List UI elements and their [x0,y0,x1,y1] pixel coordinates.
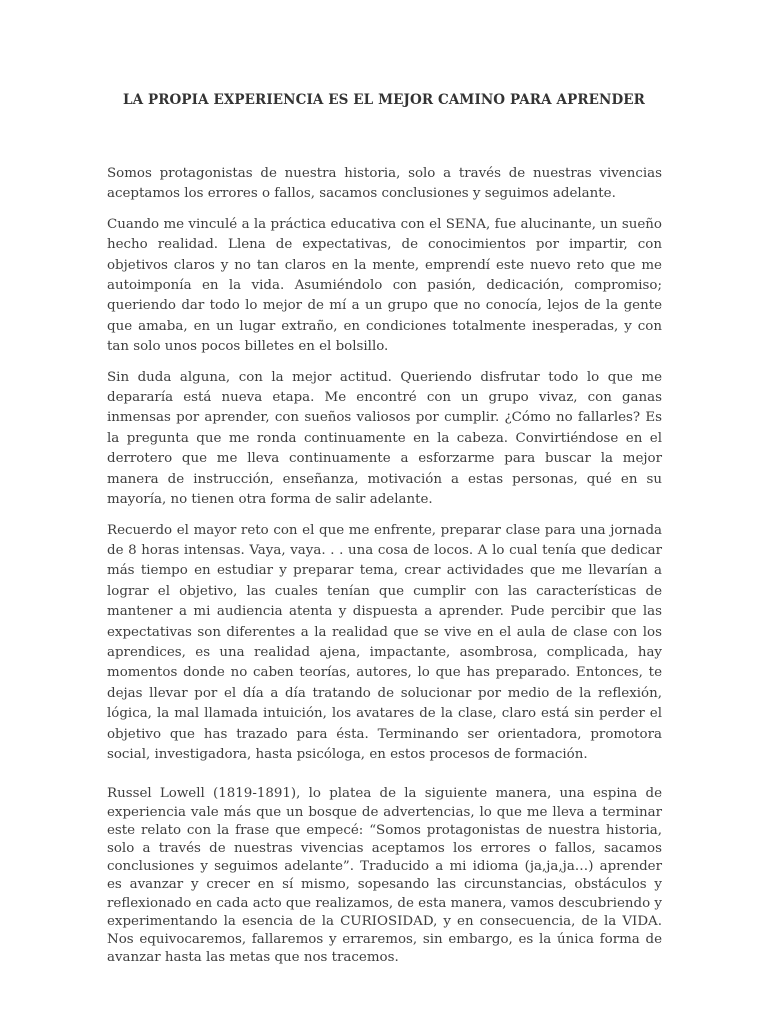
paragraph-intro: Somos protagonistas de nuestra historia, solo a través de nuestras vivencias aceptamos los errores o fallos, sacamos conclusiones y seguimos adelante. [107,166,662,202]
paragraph-conclusion: Russel Lowell (1819-1891), lo platea de la siguiente manera, una espina de experiencia vale más que un bosque de advertencias, lo que me lleva a terminar este relato con la frase que empecé: “Somos protagonistas de nuestra historia, solo a través de nuestras vivencias aceptamos los errores o fallos, sacamos conclusiones y seguimos adelante”. Traducido a mi idioma (ja,ja,ja…) aprender es avanzar y crecer en sí mismo, sopesando las circunstancias, obstáculos y reflexionado en cada acto que realizamos, de esta manera, vamos descubriendo y experimentando la esencia de la CURIOSIDAD, y en consecuencia, de la VIDA. Nos equivocaremos, fallaremos y erraremos, sin embargo, es la única forma de avanzar hasta las metas que nos tracemos. [107,786,662,966]
paragraph-challenge: Recuerdo el mayor reto con el que me enfrente, preparar clase para una jornada de 8 horas intensas. Vaya, vaya. . . una cosa de locos. A lo cual tenía que dedicar más tiempo en estudiar y preparar tema, crear actividades que me llevarían a lograr el objetivo, las cuales tenían que cumplir con las características de mantener a mi audiencia atenta y dispuesta a aprender. Pude percibir que las expectativas son diferentes a la realidad que se vive en el aula de clase con los aprendices, es una realidad ajena, impactante, asombrosa, complicada, hay momentos donde no caben teorías, autores, lo que has preparado. Entonces, te dejas llevar por el día a día tratando de solucionar por medio de la reflexión, lógica, la mal llamada intuición, los avatares de la clase, claro está sin perder el objetivo que has trazado para ésta. Terminando ser orientadora, promotora social, investigadora, hasta psicóloga, en estos procesos de formación. [107,522,662,762]
document-body [107,164,662,967]
paragraph-sena: Cuando me vinculé a la práctica educativa con el SENA, fue alucinante, un sueño hecho realidad. Llena de expectativas, de conocimientos por impartir, con objetivos claros y no tan claros en la mente, emprendí este nuevo reto que me autoimponía en la vida. Asumiéndolo con pasión, dedicación, compromiso; queriendo dar todo lo mejor de mí a un grupo que no conocía, lejos de la gente que amaba, en un lugar extraño, en condiciones totalmente inesperadas, y con tan solo unos pocos billetes en el bolsillo. [107,216,662,355]
paragraph-attitude: Sin duda alguna, con la mejor actitud. Queriendo disfrutar todo lo que me depararía está nueva etapa. Me encontré con un grupo vivaz, con ganas inmensas por aprender, con sueños valiosos por cumplir. ¿Cómo no fallarles? Es la pregunta que me ronda continuamente en la cabeza. Convirtiéndose en el derrotero que me lleva continuamente a esforzarme para buscar la mejor manera de instrucción, enseñanza, motivación a estas personas, qué en su mayoría, no tienen otra forma de salir adelante. [107,369,662,508]
document-title: LA PROPIA EXPERIENCIA ES EL MEJOR CAMINO PARA APRENDER [123,92,645,108]
